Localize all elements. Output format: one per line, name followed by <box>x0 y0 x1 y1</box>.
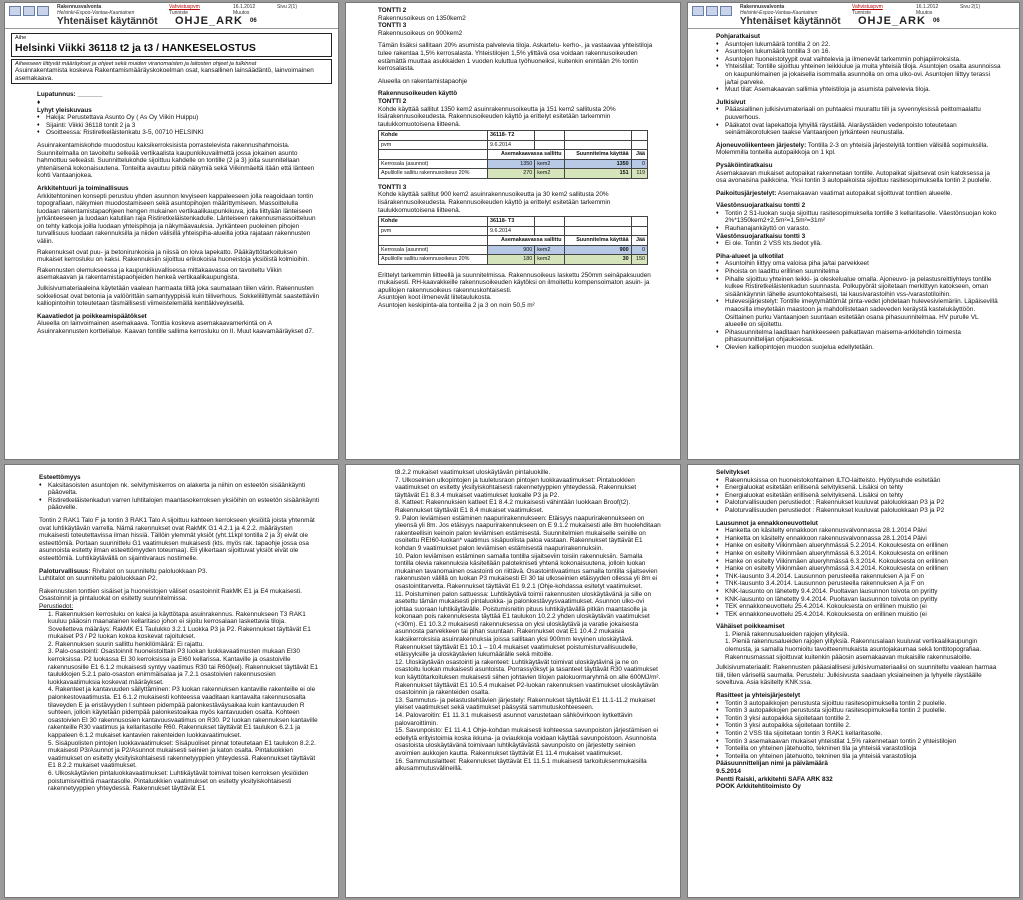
table-header: Suunnitelma käyttää <box>564 150 631 160</box>
list-item: ♦ Pihalle sijoittuu yhteinen leikki- ja oleskelualue omalla. Ajoneuvo- ja pelastusreittiyhteys tontille kulkee Ristiretkeläistenkadun suunnasta. Polkupyörät sijoitetaan merkittyyn katokseen, oman sisäänkäynnin lähelle asuntokohtaisesti, tai kausivarastoihin vss-/varastotiloihin. <box>716 276 1001 299</box>
traffic-heading: Ajoneuvoliikenteen järjestely: <box>716 141 807 149</box>
list-item: ♦ Energialuokat esitetään erillisenä selvityksenä. Lisäksi on tehty <box>716 484 1001 492</box>
use-plot2-heading: TONTTI 2 <box>378 97 407 105</box>
table-cell: 0 <box>631 245 647 255</box>
table-cell: 36118- T3 <box>488 217 535 227</box>
statements-list <box>716 527 1001 618</box>
list-item: ♦ Ei ole. Tontin 2 VSS kts.tiedot yllä. <box>716 240 1001 248</box>
table-cell: pvm <box>379 226 488 236</box>
header-page-number: 06 <box>933 18 940 24</box>
table-cell: kem2 <box>535 169 564 179</box>
subject-label: Aihe <box>15 35 27 41</box>
table-cell: 151 <box>564 169 631 179</box>
table-cell: kem2 <box>535 245 564 255</box>
header-code: OHJE_ARK <box>858 15 926 27</box>
area-guideline: Alueella on rakentamistapaohje <box>378 77 468 85</box>
regulation-text: Asuinrakentamista koskeva Rakentamismääräyskokoelman osat, kansallinen lainsäädäntö, lainvoimainen asemakaava. <box>15 67 314 82</box>
list-item: 2. Rakennuksen suurin sallittu henkilömäärä: Ei rajattu. <box>48 640 204 648</box>
header-status[interactable]: Vahvistuspvm <box>169 4 200 10</box>
use-plot3-heading: TONTTI 3 <box>378 183 407 191</box>
list-item: ♦ TNK-lausunto 3.4.2014. Lausunnon perusteella rakennuksen A ja F on <box>716 573 1001 581</box>
header-code: OHJE_ARK <box>175 15 243 27</box>
city-logo-icon <box>692 6 704 16</box>
extra-rights-paragraph: Tämän lisäksi sallitaan 20% asumista palvelevia tiloja. Askartelu- kerho-, ja vastaavaa yhteistiloja tulee rakentaa 1,5% kerrosalasta. Yhteistilojen 1,5% ylittävä osa voidaan rakennusoikeuden estämättä muuttaa asukkaiden 1 vuoden kuluttua työhuoneiksi, kuitenkin enintään 2% tontin kerrosalasta. <box>378 42 653 73</box>
page-panel-3 <box>687 2 1020 460</box>
list-item: 8. Katteet: Rakennuksien katteet E1 8.4.2 mukaisesti vähintään luokkaan Broof(t2). Rakennukset täyttävät E1 8.4 mukaiset vaatimukset. <box>395 499 631 514</box>
table-cell: 9.6.2014 <box>488 140 535 150</box>
header-date: 16.1.2012 <box>233 4 256 10</box>
table-cell: Kohde <box>379 217 488 227</box>
accessibility-heading: Esteettömyys <box>39 474 81 481</box>
parking-text: Asemakaavan mukaiset autopaikat rakennetaan tontille. Autopaikat sijaitsevat osin katoksessa ja osa avonaisina paikkoina. Yksi tontin 3 autopaikoista sijoittuu rasitesopimuksella tontin 2 puolelle. <box>716 169 992 185</box>
list-item: 4. Rakenteet ja kantavuuden säilyttäminen: P3 luokan rakennuksen kantaville rakenteille ei ole palonkestovaatimusta. E1 6.1.2 mukaisesti kohteessa vaaditaan kantavalta rakennusosalta tilaveyden E ja eristävyyden I suhteen pidempää palonkestäväysaikaa kuin kantavuuden R suhteen, jolloin käytetään pidempää palonkestoaikaa myös kantavuuden osalta. Kohteen osastoivien EI 30 rakennusosien kantavuusvaatimus on R30. P2 luokan rakennuksen kantaville rakenteille R30 vaatimus ja kellaritasolle R60. Rakennukset täyttävät E1 taulukon 6.2.1 ja kappaleen 6.1.2 mukaiset kantavien rakenteiden luokkavaatimukset. <box>48 686 318 739</box>
page-panel-4 <box>4 464 339 898</box>
signature-label: Pääsuunnittelijan nimi ja päivämäärä <box>716 760 828 768</box>
permit-id: Lupatunnus: _______ <box>37 91 103 99</box>
compartment-paragraph: Rakennusten tonttien sisäiset ja huoneistojen väliset osastoinnit RakMK E1 ja E4 mukaisesti. Osastoinnit ja pintaluokat on esitetty suunnitelmissa. <box>39 587 302 603</box>
yard-heading: Piha-alueet ja ulkotilat <box>716 252 784 260</box>
header-date-sub: Muutos <box>233 10 250 16</box>
list-item: ♦ Asuntoihin liittyy oma valoisa piha ja/tai parvekkeet <box>716 260 1001 268</box>
list-item: ♦ Hanketta on käsitelty ennakkoon rakennusvalvonnassa 28.1.2014 Päivi <box>716 535 1001 543</box>
regulation-note: Aiheeseen liittyvät määräykset ja ohjeet sekä muiden viranomaisten ja laitosten ohjeet ja tulkinnat <box>15 60 257 67</box>
list-item: 12. Uloskäytävän osastointi ja rakenteet: Luhtikäytävät toimivat uloskäytävinä ja ne on osastoitu luokan mukaisesti asuntoista. Porrassyöksyt ja tasanteet täyttävät R30 vaatimukset kun käyttötarkoituksen mukaisesti siihen johtavien tilojen palokuormaryhmä on alle 600MJ/m². Rakennukset täyttävät E1 10.5.4 mukaiset P2-luokan rakennuksen vaatimukset uloskäytävän osastoinnin ja rakenteiden osalta. <box>395 658 661 697</box>
list-item: ♦ Tontin 3 autopaikkojen perustusta sijoittuu rasitesopimuksella tontin 2 puolelle. <box>716 707 1001 715</box>
list-item: 6. Ulkoskäytävien pintaluokkavaatimukset: Luhtikäytävät toimivat toisen kerroksen yksiöiden poistumisreittinä maantasolle. Pintaluokkien vaatimukset on esitetty yksityiskohtaisesti rakennetyyppien yhteydessä. Rakennukset täyttävät E1 <box>48 769 309 793</box>
table-cell: 270 <box>488 169 535 179</box>
list-item: ♦ Paloturvallisuuden perustiedot : Rakennukset kuuluvat paloluokkaan P3 ja P2 <box>716 507 1001 515</box>
fire-safety-heading: Paloturvallisuus: <box>39 567 91 575</box>
table-cell: kem2 <box>535 255 564 265</box>
zoning-heading: Kaavatiedot ja poikkeamispäätökset <box>37 312 147 320</box>
table-header: Suunnitelma käyttää <box>564 236 631 246</box>
table-cell: 180 <box>488 255 535 265</box>
list-item: 1. Pieniä rakennusalueiden rajojen ylityksiä. <box>725 630 849 638</box>
reports-heading: Selvitykset <box>716 469 750 476</box>
list-item: 5. Sisäpuolisten pintojen luokkavaatimukset: Sisäpuoliset pinnat toteutetaan E1 taulukon 8.2.2. mukaisesti P3/Asunnot ja P2/Asunnot mukaisesti seinien ja katon osalta. Pintaluokkien vaatimukset on esitetty yksityiskohtaisesti rakennetyyppien yhteydessä. Rakennukset täyttävät E1 8.2.2 mukaiset vaatimukset. <box>48 739 316 770</box>
list-item: 1. Rakennuksen kerrosluku on kaksi ja käyttötapa asuinrakennus. Rakennukseen T3 RAK1 kuuluu pääosin maanalainen kellaritaso johon ei sijoitu kerrosalaan laskettavia tiloja. Sovelletteva määräys: RakMK E1 Taulukko 3.2.1 Luokka P3 ja P2. Rakennukset täyttävät E1 mukaiset P3 / P2 luokan kokoa koskevat rajoitukset. <box>48 610 311 641</box>
list-item: ♦ TNK-lausunto 3.4.2014. Lausunnon perusteella rakennuksen A ja F on <box>716 580 1001 588</box>
city-logo-icon <box>9 6 21 16</box>
list-item: ♦ TEK ennakkoneuvottelu 25.4.2014. Kokouksesta on erillinen muistio (ei <box>716 603 1001 611</box>
table-cell: 9.6.2014 <box>488 226 535 236</box>
list-item: 10. Palon leviämisen estäminen samalla tontilla sijaitseviin toisiin rakennuksiin. Samalla tontilla olevia rakennuksia käsitellään palotekniseti yhtenä kokonaisuutena, jolloin luokan mukainen tavanomainen osastointi on riittävä. Osastointivaatimus samalla tontilla sijaitsevien rakennusten välillä on luokan P3 mukaisesti EI 30 tai ulkoseinien etäisyyden ollessa yli 8m ei osastointitarvetta. Rakennukset täyttävät E1 9.2.1 (Ohje-kohdassa esitetyt vaatimukset. <box>395 552 658 590</box>
list-item: ♦ Tontin 3 asemakaavan mukaiset yhteistilat 1,5% rakennetaan tontin 2 yhteistilojen <box>716 738 1001 746</box>
signature-date: 9.5.2014 <box>716 767 741 775</box>
list-item: ♦ Tontin 2 S1-luokan suoja sijoittuu rasitesopimuksella tontille 3 kellaritasolle. Väestönsuojan koko 2%*1350kem2+2,5m²=1,5m²=31m² <box>716 210 1001 225</box>
shelter-plot3-list <box>716 240 1001 248</box>
city-logo-icon <box>720 6 732 16</box>
city-logo-icon <box>706 6 718 16</box>
list-item: ♦ KNK-lausunto on lähetetty 9.4.2014. Puoltavan lausunnon toivota on pyritty <box>716 588 1001 596</box>
page-header <box>688 3 1019 29</box>
list-item: ♦ Sijainti: Viikki 36118 tontit 2 ja 3 <box>37 122 320 130</box>
facades-list <box>716 106 1001 136</box>
materials-paragraph: Julkisivumateriaaleina käytetään vaalean harmaata tiiltä joka saumataan tiilen värin. Rakennusten sokkeliosat ovat betonia ja valöörittäin samantyyppisiä kuin tiiliverhous. Sokkeliliittymät saastettäviin kalliopintoihin toteutetaan täsmällisesti viimeistelemällä kenttäkiveyksellä. <box>37 285 320 308</box>
list-item: 11. Poistuminen palon sattuessa: Luhtikäytävä toimii rakennusten uloskäytävänä ja sille on asetettu tämän mukaisesti pintaluokka- ja palonkestävyysvaatimukset. Asunnon ulko-ovi johtaa suoraan luhtikäytävälle. Poistumisreitin pituus luhtikäytävällä pitkän maantasolle ja kokonaan pois rakennuksesta täyttää E1 taulukon 10.2.2 yhden uloskäytävän vaatimukset (<30m). E1 10.3.2 mukaisesti rakennuksessa on yksi uloskäytävä ja varatie jokaisesta asunnosta parvekkeen tai pihan suuntaan. Rakennukset ovat E1 10.4.2 mukaisia kaksikerroksisia asuinrakennuksia joissa sallitaan yksi 900mm levyinen uloskäytävä. Rakennukset täyttävät E1 10.1 – 10.4 mukaiset vaatimukset poistumisturvallisuudelle, etäisyyksille ja uloskäytävien lukumäärälle sekä mitoille. <box>395 590 652 659</box>
header-date-sub: Muutos <box>916 10 933 16</box>
area-table-plot2 <box>378 130 648 179</box>
yard-list <box>716 260 1001 351</box>
table-cell: kem2 <box>535 159 564 169</box>
list-item: 15. Savunpoisto: E1 11.4.1 Ohje-kohdan mukaisesti kohteessa savunpoiston järjestämisen ei edellytä erityistoimia koska ikkuna- ja oviaukkoja voidaan käyttää savunpoistoon. Asunnoista osastoista uloskäytävänä toimivaan luhtikäytävästä savunpoisto on järjestetty seinien avoimien aukkojen kautta. Rakennukset täyttävät E1 11.4 mukaiset vaatimukset. <box>395 727 659 757</box>
list-item: t8.2.2 mukaiset vaatimukset uloskäytävän pintaluokille. <box>395 469 551 476</box>
floorplan-heading: Pohjaratkaisut <box>716 33 761 40</box>
header-title: Yhtenäiset käytännöt <box>57 16 158 27</box>
list-item: ♦ Tontin 2 VSS tila sijoitetaan tontin 3 RAK1 kellaritasolle. <box>716 730 1001 738</box>
list-item: ♦ Pääasiallinen julkisivumateriaali on puhtaaksi muurattu tiili ja syvennyksissä peittomaalattu puuverhous. <box>716 106 1001 121</box>
plot3-rights: Rakennusoikeus on 900kem2 <box>378 29 463 37</box>
header-version: Sivu 2(1) <box>960 4 981 10</box>
fire-safety-text-2: Luhtitalot on suunniteltu paloluokkaan P2. <box>39 575 158 583</box>
zoning-paragraph: Alueella on lainvoimainen asemakaava. Tonttia koskeva asemakaavamerkintä on A Asuinrakennusten korttelialue. Kaavan tontille sallima kerrosluku on II. Muut kaavamääräykset d7. <box>37 320 314 335</box>
list-item: ♦ Kaksitasoisten asuntojen nk. selvitymiskerros on alakerta ja niihin on esteetön sisäänkäynti pääovelta. <box>39 482 320 497</box>
deviations-list <box>716 631 1001 661</box>
signature-name: Pentti Raiski, arkkitehti SAFA ARK 832 <box>716 775 833 783</box>
list-item: 7. Ulkoseinien ulkopintojen ja tuuletusraon pintojen luokkavaatimukset: Pintaluokkien vaatimukset on esitetty yksityiskohtaisesti rakennetyyppien yhteydessä. Rakennukset täyttävät E1 8.3.4 mukaiset vaatimukset luokalle P3 ja P2. <box>395 476 637 499</box>
table-header: Asemakaavassa sallittu <box>488 150 565 160</box>
list-item: ♦ Hulevesijärjestelyt: Tontille imeytymättömät pinta-vedet johdetaan hulevesiviemäriin. Läpäisevillä maaosilla imeytetään maastoon ja mahdollistetaan sadeveden keräystä kastelukäyttöön. Osittainen purku Vantaanjoen suuntaan esitetään osana pihasuunnitelmaa. HV purulle VL alueelle on sijoitettu. <box>716 298 1001 328</box>
table-cell: 0 <box>631 159 647 169</box>
list-item: ♦ Olevien kalliopintojen muodon suojelua edellytetään. <box>716 344 1001 352</box>
fire-items-list-continued <box>386 469 662 773</box>
cityscape-paragraph: Rakennusten olemukseessa ja kaupunkikuvallisessa mittakaavassa on tavoiteltu Viikin asemakaavan ja rakentamistapaohjeiden henkeä vertikaalikaupungista. <box>37 266 282 282</box>
summary-list <box>37 114 320 137</box>
accessibility-list <box>39 482 320 512</box>
table-cell: Apulilolle sallitu rakennusoikeus 20% <box>379 255 488 265</box>
list-item: 14. Palovaroitin: E1 11.3.1 mukaisesti asunnot varustetaan sähkövirkoon kytkettävin palovaroittimin. <box>395 712 633 727</box>
list-item: ♦ Rakennuksissa on huoneistokohtainen ILTO-laitteisto. Hyötysuhde esitetään <box>716 477 1001 485</box>
summary-heading: Lyhyt yleiskuvaus <box>37 106 92 114</box>
list-item: ♦ Hanke on esitelty Viikinmäen alueryhmässä 6.3.2014. Kokouksesta on erillinen <box>716 550 1001 558</box>
rights-use-heading: Rakennusoikeuden käyttö <box>378 90 458 98</box>
average-area-note: Asuntojen keskipinta-ala tonteilla 2 ja 3 on noin 50,5 m² <box>378 302 535 310</box>
header-status[interactable]: Vahvistuspvm <box>852 4 883 10</box>
fire-items-list <box>39 611 320 793</box>
easements-heading: Rasitteet ja yhteisjärjestelyt <box>716 692 801 700</box>
header-org: Rakennusvalvonta <box>740 4 785 10</box>
shelter-plot3-heading: Väestönsuojaratkaisu tontti 3 <box>716 232 806 240</box>
table-cell: Kohde <box>379 131 488 141</box>
header-version: Sivu 2(1) <box>277 4 298 10</box>
deviations-heading: Vähäiset poikkeamiset <box>716 623 785 631</box>
easements-list <box>716 700 1001 761</box>
list-item: ♦ Pääkatot ovat lapekattoja lyhyillä räystäillä. Alaräystäiden vedenpoisto toteutetaan seinämäkorotuksen taakse Vantaanjoen jyrkänteen reunustalla. <box>716 122 1001 137</box>
list-item: ♦ Tontin 3 autopaikkojen perustusta sijoittuu rasitesopimuksella tontin 2 puolelle. <box>716 700 1001 708</box>
table-cell: 1350 <box>488 159 535 169</box>
use-plot2-text: Kohde käyttää sallitut 1350 kem2 asuinrakennusoikeutta ja 151 kem2 sallitusta 20% lisärakennusoikeudesta. Rakennusoikeuden käyttö ja erittelyt esitetään tarkemmin taulukkomuotoisena liitteenä. <box>378 105 616 128</box>
parking-arrangement-text: Asemakaavan vaatimat autopaikat sijoittuvat tonttien alueelle. <box>777 189 953 197</box>
apartment-size-note: Asuntojen koot ilmenevät liitetaulukosta. <box>378 294 492 302</box>
table-cell: 150 <box>631 255 647 265</box>
basic-info-heading: Perustiedot: <box>39 602 74 610</box>
parking-arrangement-heading: Paikoitusjärjestelyt: <box>716 189 777 197</box>
list-item: 3. Palo-osastointi: Osastoinnit huoneistoittain P3 luokan luokkavaatimusten mukaan EI30 kerroksissa. P2 luokassa EI 30 kerroksissa ja EI60 kellarissa. Kantaville ja osastoiville rakennusosille E1 6.1.2 mukaisesti syntyy vaatimus R30 tai R60(kel). Rakennukset täyttävät E1 taulukkojen 5.2.1 palo-osaston enimmäisalaa ja 7.2.1 osastoivien rakennusosien luokkavaatimuksia koskevat määräykset. <box>48 648 318 686</box>
table-cell: 36118- T2 <box>488 131 535 141</box>
table-header: Asemakaavassa sallittu <box>488 236 565 246</box>
list-item: ♦ Pihoista on laadittu erillinen suunnitelma <box>716 268 1001 276</box>
list-item: ♦ Hanke on esitelty Viikinmäen alueryhmässä 3.4.2014. Kokouksesta on erillinen <box>716 565 1001 573</box>
signature-company: POOK Arkkitehtitoimisto Oy <box>716 783 801 791</box>
page-panel-5 <box>345 464 681 898</box>
list-item: ♦ KNK-lausunto on lähetetty 9.4.2014. Puoltavan lausunnon toivota on pyritty <box>716 596 1001 604</box>
reports-list <box>716 477 1001 515</box>
list-item: ♦ Pihasuunnitelma laaditaan hankkeeseen palkattavan maisema-arkkitehdin toimesta pihasuunnittelijan ohjauksessa. <box>716 329 1001 344</box>
page-panel-6 <box>687 464 1020 898</box>
list-item: ♦ Tontin 3 yksi autopaikka sijoitetaan tontille 2. <box>716 715 1001 723</box>
facades-heading: Julkisivut <box>716 98 746 106</box>
list-item: ♦ Hakija: Perustettava Asunto Oy ( As Oy Viikin Huippu) <box>37 114 320 122</box>
list-item: ♦ Hanketta on käsitelty ennakkoon rakennusvalvonnassa 28.1.2014 Päivi <box>716 527 1001 535</box>
plot2-rights: Rakennusoikeus on 1350kem2 <box>378 14 466 22</box>
traffic-text: Tontilla 2-3 on yhteisiä järjestelyitä tonttien välisillä sopimuksilla. Molemmilla tonteilla autopaikkoja on 1 kpl. <box>716 141 989 157</box>
document-title: Helsinki Viikki 36118 t2 ja t3 / HANKESELOSTUS <box>15 41 256 54</box>
list-item: ♦ Tontin 3 yksi autopaikka sijoitetaan tontille 2. <box>716 722 1001 730</box>
list-item: 16. Sammutuslaitteet: Rakennukset täyttävät E1 11.5.1 mukaisesti tarkoituksenmukaisilla alkusammutusvälineillä. <box>395 757 647 773</box>
calculation-note: Erittelyt tarkemmin liitteellä ja suunnitelmissa. Rakennusoikeus laskettu 250mm seinäpaksuuden mukaisesti. RH-kaavakkeille rakennusoikeuden käytöksi on ilmoitettu kompensoimaton asuin- ja apulilojen rakennusoikeus rakennuskohtaisesti. <box>378 271 651 294</box>
materials-deviation-text: Julkisivumateriaalit: Rakennusten pääasiallisesi julkisivumateriaalisi on suunniteltu vaalean harmaa tiili, tiilen värisellä saumalla. Perustelu: Julkisivusta saadaan yksiaineinen ja lyhyelle räystäälle soveltuva. Asia käsitelty KNK:ssa. <box>716 664 997 687</box>
list-item: ♦ Osoitteessa: Ristiretkeläistenkatu 3-5, 00710 HELSINKI <box>37 129 320 137</box>
page-header <box>5 3 338 29</box>
regulation-box <box>11 59 332 85</box>
list-item: ♦ Hanke on esitelty Viikinmäen alueryhmässä 5.2.2014. Kokouksesta on erillinen <box>716 542 1001 550</box>
plot3-heading: TONTTI 3 <box>378 22 407 30</box>
city-logo-icon <box>23 6 35 16</box>
table-cell: Kerrosala (asunnot) <box>379 159 488 169</box>
city-logo-icon <box>37 6 49 16</box>
accessibility-paragraph: Tontin 2 RAK1 Talo F ja tontin 3 RAK1 Talo A sijoittuu kahteen kerrokseen yksiöitä joista yhtenmät ovat luhtikäytävän varrella. Nämä rakennukset ovat RakMK G1 4.2.1 ja 4.2.2. määräysten mukaisesti toteutettavissa ilman hissiä. Tällöin ylemmät yksiöt (yht.11kpl tontilla 2 ja 3) eivät ole esteettömiä. Portaan suunnittelu G1 vaatimuksen mukaisesti (kts. myös rak. tapaohje jossa osa asunnoista esitetty ilman esteettömyyden toteumaa). Eli ylikertaan sijoittuvat yksiöt eivät ole esteettömiä. Luhtikäytävällä on sijaintivaraus nostimelle. <box>39 516 315 562</box>
list-item: ♦ Asuntojen huoneistotyypit ovat vaihtelevia ja ilmenevät tarkemmin pohjapiirroksista. <box>716 56 1001 64</box>
table-cell: 30 <box>564 255 631 265</box>
header-org: Rakennusvalvonta <box>57 4 102 10</box>
table-header: Jää <box>631 236 647 246</box>
header-title: Yhtenäiset käytännöt <box>740 16 841 27</box>
architecture-heading: Arkkitehtuuri ja toiminallisuus <box>37 184 129 192</box>
list-item: ♦ Muut tilat: Asemakaavan sallimia yhteistiloja ja asumista palvelevia tiloja. <box>716 86 1001 94</box>
list-item: ♦ Tonteilla on yhteinen jätehuolto, tekninen tila ja yhteisiä varastotiloja <box>716 753 1001 761</box>
table-cell: 900 <box>564 245 631 255</box>
header-status-sub: Tunniste <box>169 10 188 16</box>
list-item: ♦ Energialuokat esitetään erillisenä selvityksenä. Lisäksi on tehty <box>716 492 1001 500</box>
parking-heading: Pysäköintiratkaisu <box>716 161 773 169</box>
table-cell: Apulilolle sallitu rakennusoikeus 20% <box>379 169 488 179</box>
table-cell: pvm <box>379 140 488 150</box>
title-box <box>11 33 332 57</box>
list-item: ♦ TEK ennakkoneuvottelu 25.4.2014. Kokouksesta on erillinen muistio (ei <box>716 611 1001 619</box>
use-plot3-text: Kohde käyttää sallitut 900 kem2 asuinrakennusoikeutta ja 30 kem2 sallitusta 20% lisärakennusoikeudesta. Rakennusoikeuden käyttö ja erittelyt esitetään tarkemmin taulukkomuotoisena liitteenä. <box>378 191 611 214</box>
floorplan-list <box>716 41 1001 94</box>
fire-safety-text: Rivitalot on suunniteltu paloluokkaan P3. <box>92 567 208 575</box>
list-item: ♦ Asuntojen lukumäärä tontilla 3 on 16. <box>716 48 1001 56</box>
table-cell: 900 <box>488 245 535 255</box>
table-cell: 1350 <box>564 159 631 169</box>
header-org-sub: Helsinki-Espoo-Vantaa-Kauniainen <box>740 10 818 16</box>
list-item: ♦ Rauhanajankäyttö on varasto. <box>716 225 1001 233</box>
list-item: ♦ Yhteistilat: Tontille sijoittuu yhteinen leikkiulue ja muita yhteisiä tiloja. Asuntojen osalta asunnoissa on kaupunkimainen ja jokaisella isommalla asunnolla on oma ulko-ovi. Asuntojen liittyy terassi ja/tai parveke. <box>716 63 1001 86</box>
table-cell: Kerrosala (asunnot) <box>379 245 488 255</box>
area-table-plot3 <box>378 216 648 265</box>
list-item: 1. Pieniä rakennusalueiden rajojen ylityksiä. Rakennusalaan kuuluvat vertikaalikaupungin olemusta, ja samalla huomioitu tavoitteenmukaista asuntojakaumaa sekä tonttitopografiaa. Rakennusmassat sijoittuvat kuitenkin pääosin asemakaavan mukaisille rakennusaloille. <box>725 638 982 661</box>
list-item: ♦ Ristiretkeläistenkadun varren luhtitalojen maantasokerroksen yksiöihin on esteetön sisäänkäynti pääovelle. <box>39 497 320 512</box>
statements-heading: Lausunnot ja ennakkoneuvottelut <box>716 519 818 527</box>
list-item: ♦ Hanke on esitelty Viikinmäen alueryhmässä 6.3.2014. Kokouksesta on erillinen <box>716 558 1001 566</box>
page-panel-2 <box>345 2 681 460</box>
table-cell: 119 <box>631 169 647 179</box>
structure-paragraph: Rakennukset ovat puu- ja betonirunkoisia ja niissä on loiva lapekatto. Pääkäyttötarkoituksen mukaiset kerrosluku on kaksi. Rakennuksiin sijoittuu erikokoisia huoneistoja yksiöistä kolmioihin. <box>37 248 310 264</box>
header-org-sub: Helsinki-Espoo-Vantaa-Kauniainen <box>57 10 135 16</box>
list-item: ♦ Paloturvallisuuden perustiedot : Rakennukset kuuluvat paloluokkaan P3 ja P2 <box>716 499 1001 507</box>
header-status-sub: Tunniste <box>852 10 871 16</box>
list-item: 13. Sammutus- ja pelastustehtävien järjestely: Rakennukset täyttävät E1 11.1-11.2 mukaiset yleiset vaatimukset sekä vaatimukset pääsystä sammutuskohteeseen. <box>395 696 656 712</box>
header-page-number: 06 <box>250 18 257 24</box>
intro-paragraph: Asuinrakentamiskohde muodostuu kaksikerroksisista porrastelevista rakennushahmoista. Suunnitelmalla on tavoiteltu selkeää vertikaalista kaupunkikuvailmettä jossa jokainen asunto hahmottuu selkeästi. Suunnittelukohde sijoittuu kahdelle on tontille (2 ja 3) joita suunnitellaan yhtenäisenä kokonaisuutena. Tonteilta avautuu pitkiä näkymiä sekä Viikinmäeltä itään että länteen kohti Vantaanjokea. <box>37 141 315 180</box>
shelter-plot2-list <box>716 210 1001 233</box>
table-header: Jää <box>631 150 647 160</box>
list-item: ♦ Tonteilla on yhteinen jätehuolto, tekninen tila ja yhteisiä varastotiloja <box>716 745 1001 753</box>
header-date: 16.1.2012 <box>916 4 939 10</box>
list-item: 9. Palon leviämisen estäminen naapurirakennukseen: Etäisyys naapurirakennukseen on yleensä yli 8m. Jos etäisyys naapurirakennukseen on E 9.1.2 mukaisesti alle 8m huolehditaan rakenteellisin keinoin palon leviämisen estämisestä. Suunnitelmien mukaiselle seinille on osoitettu REI60-luokan* vaatimus sisäpuolista paloa vastaan. Rakennukset täyttävät E1 kohdan 9 vaatimukset palon leviämisen estämisestä naapurirakennuksiin. <box>395 514 661 552</box>
page-panel-1: Rakennusvalvonta Helsinki-Espoo-Vantaa-Kauniainen Vahvistuspvm Tunniste 16.1.2012 Muutos Sivu 2(1) Yhtenäiset käytännöt OHJE_ARK 06 Aihe Helsinki Viikki 36118 t2 ja t3 / HANKESELOSTUS Aiheeseen liittyvät määräykset ja ohjeet sekä muiden viranomaisten ja laitosten ohjeet ja tulkinnat Asuinrakentamista koskeva Rakentamismääräyskokoelman osat, kansallinen lainsäädäntö, lainvoimainen asemakaava. Lupatunnus: _______ ♦ Lyhyt yleiskuvaus ♦ Hakija: Perustettava Asunto Oy ( As Oy Viikin Huippu) ♦ Sijainti: Viikki 36118 tontit 2 ja 3 ♦ Osoitteessa: Ristiretkeläistenkatu 3-5, 00710 HELSINKI Asuinrakentamiskohde muodostuu kaksikerroksisista porrastelevista rakennushahmoista. Suunnitelmalla on tavoiteltu selkeää vertikaalista kaupunkikuvailmettä jossa jokainen asunto hahmottuu selkeästi. Suunnittelukohde sijoittuu kahdelle on tontille (2 ja 3) joita suunnitellaan yhtenäisenä kokonaisuutena. Tonteilta avautuu pitkiä näkymiä sekä Viikinmäeltä itään että länteen kohti Vantaanjokea. Arkkitehtuuri ja toiminallisuus Arkkitehtoninen konsepti perustuu yhden asunnon levyiseen kappaleeseen jolla reagoidaan tontin topografiaan, näkymien muodostamiseen sekä asuntopihojen määrittymiseen. Massoittelulla luodaan rakentamistapaohjeen hengen mukainen vertikaalikaupunkikuva, jolla liittyään länteiseen jyrkänteeseen ja luodaan katutilan raja Ristiretkeläistenkadulle. Länteiseen rakennusmassoitteluun on tehty katkoja joilla luodaan yhteispihoja ja näkymäavauksia. Jyrkänteen puoleinen pihojen turvallisuus luodaan rakennuksilla ja niiden välisillä yhteispiha-alueilla jotka rajataan rakennusten väliin. Rakennukset ovat puu- ja betonirunkoisia ja niissä on loiva lapekatto. Pääkäyttötarkoituksen mukaiset kerrosluku on kaksi. Rakennuksiin sijoittuu erikokoisia huoneistoja yksiöistä kolmioihin. Rakennusten olemukseessa ja kaupunkikuvallisessa mittakaavassa on tavoiteltu Viikin asemakaavan ja rakentamistapaohjeiden henkeä vertikaalikaupungista. Julkisivumateriaaleina käytetään vaalean harmaata tiiltä joka saumataan tiilen värin. Rakennusten sokkeliosat ovat betonia ja valöörittäin samantyyppisiä kuin tiiliverhous. Sokkeliliittymät saastettäviin kalliopintoihin toteutetaan täsmällisesti viimeistelemällä kenttäkiveyksellä. Kaavatiedot ja poikkeamispäätökset Alueella on lainvoimainen asemakaava. Tonttia koskeva asemakaavamerkintä on A Asuinrakennusten korttelialue. Kaavan tontille sallima kerrosluku on II. Muut kaavamääräykset d7. <box>4 2 339 460</box>
list-item: ♦ Asuntojen lukumäärä tontilla 2 on 22. <box>716 41 1001 49</box>
architecture-paragraph: Arkkitehtoninen konsepti perustuu yhden asunnon levyiseen kappaleeseen jolla reagoidaan tontin topografiaan, näkymien muodostamiseen sekä asuntopihojen määrittymiseen. Massoittelulla luodaan rakentamistapaohjeen hengen mukainen vertikaalikaupunkikuva, jolla liittyään länteiseen jyrkänteeseen ja luodaan katutilan raja Ristiretkeläistenkadulle. Länteiseen rakennusmassoitteluun on tehty katkoja joilla luodaan yhteispihoja ja näkymäavauksia. Jyrkänteen puoleinen pihojen turvallisuus luodaan rakennuksilla ja niiden välisillä yhteispiha-alueilla jotka rajataan rakennusten väliin. <box>37 192 316 246</box>
plot2-heading: TONTTI 2 <box>378 7 407 14</box>
shelter-plot2-heading: Väestönsuojaratkaisu tontti 2 <box>716 202 806 210</box>
